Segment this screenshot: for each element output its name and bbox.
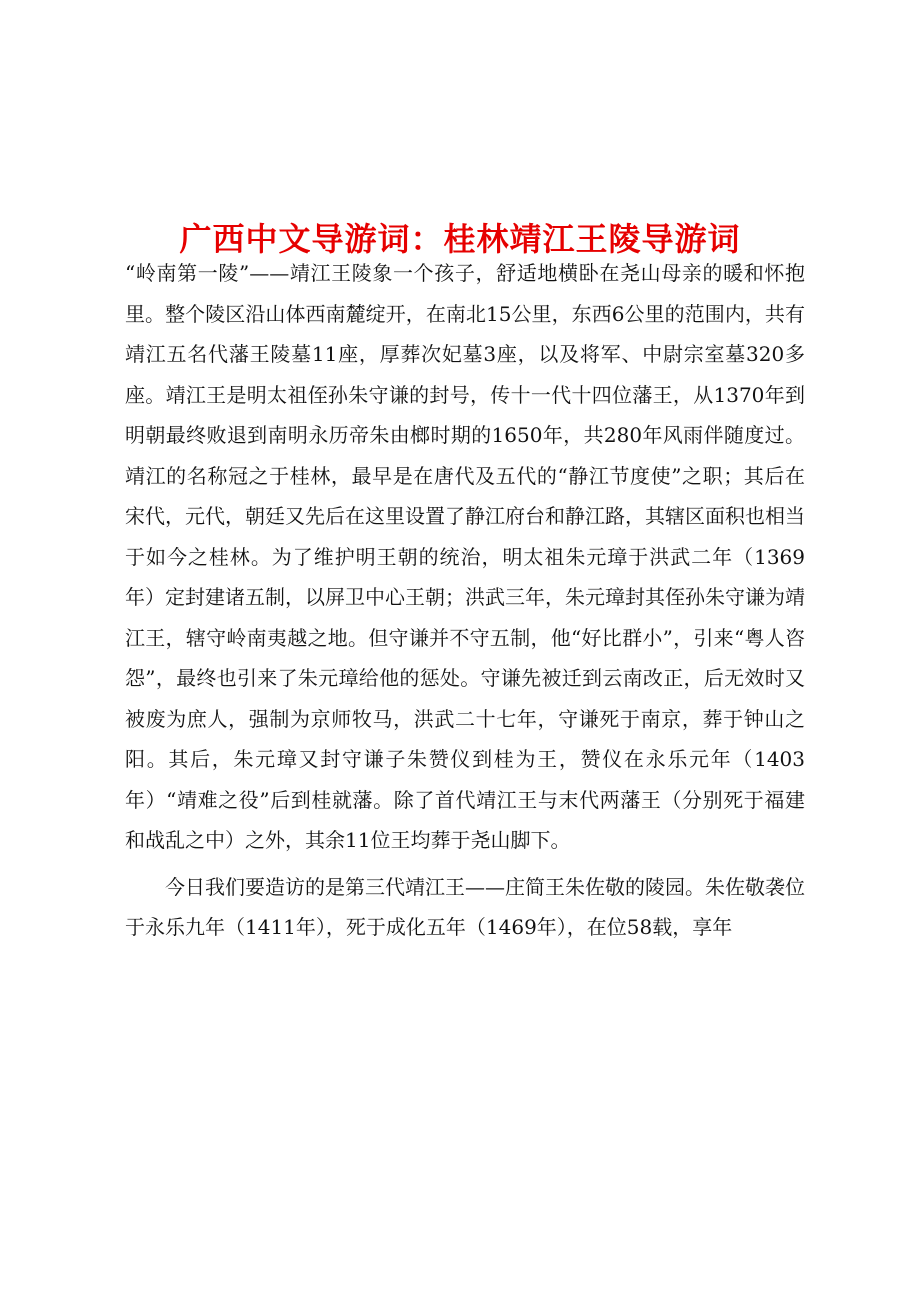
paragraph-intro: “岭南第一陵”——靖江王陵象一个孩子，舒适地横卧在尧山母亲的暖和怀抱里。整个陵区沿山体西南麓绽开，在南北15公里，东西6公里的范围内，共有靖江五名代藩王陵墓11座，厚葬次妃墓3座，以及将军、中尉宗室墓320多座。靖江王是明太祖侄孙朱守谦的封号，传十一代十四位藩王，从1370年到明朝最终败退到南明永历帝朱由榔时期的1650年，共280年风雨伴随度过。靖江的名称冠之于桂林，最早是在唐代及五代的“静江节度使”之职；其后在宋代，元代，朝廷又先后在这里设置了静江府台和静江路，其辖区面积也相当于如今之桂林。为了维护明王朝的统治，明太祖朱元璋于洪武二年（1369年）定封建诸五制，以屏卫中心王朝；洪武三年，朱元璋封其侄孙朱守谦为靖江王，辖守岭南夷越之地。但守谦并不守五制，他“好比群小”，引来“粤人咨怨”，最终也引来了朱元璋给他的惩处。守谦先被迁到云南改正，后无效时又被废为庶人，强制为京师牧马，洪武二十七年，守谦死于南京，葬于钟山之阳。其后，朱元璋又封守谦子朱赞仪到桂为王，赞仪在永乐元年（1403年）“靖难之役”后到桂就藩。除了首代靖江王与末代两藩王（分别死于福建和战乱之中）之外，其余11位王均葬于尧山脚下。 — [125, 261, 805, 852]
document-title: 广西中文导游词：桂林靖江王陵导游词 — [179, 220, 741, 259]
paragraph-zhuangjian-tomb: 今日我们要造访的是第三代靖江王——庄简王朱佐敬的陵园。朱佐敬袭位于永乐九年（1411年），死于成化五年（1469年），在位58载，享年 — [125, 874, 805, 939]
document-body — [125, 253, 805, 948]
